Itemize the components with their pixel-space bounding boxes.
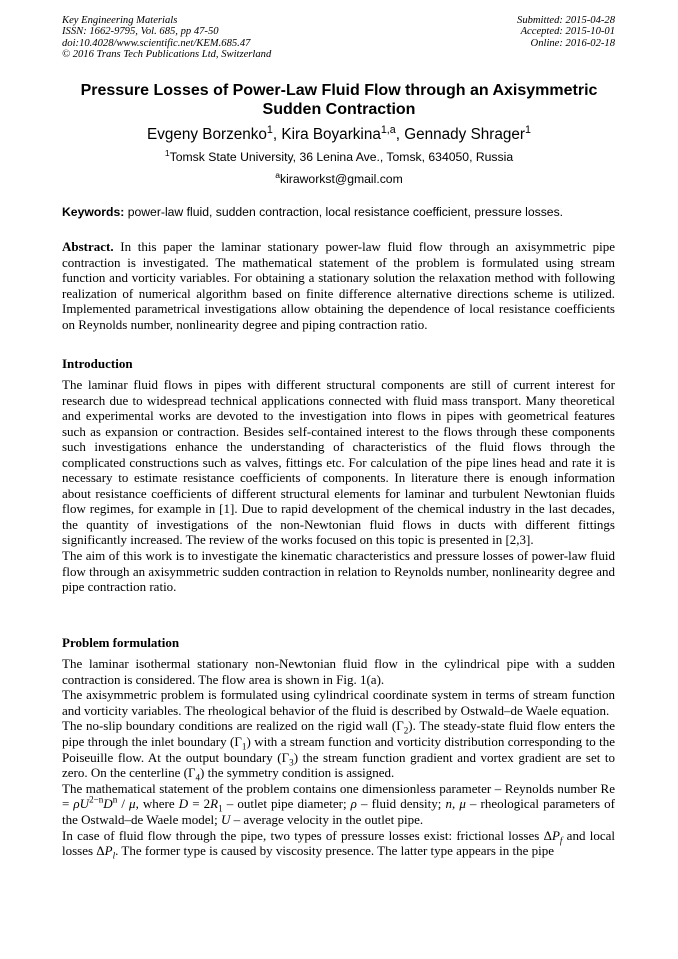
- text-run: The laminar fluid flows in pipes with different structural components are still of current interest for research due to widespread technical applications connected with fluid mass transport. Many theoretical and experimental works are devoted to the investigation into flows in pipes with geometrical features such as expansion or contraction. Besides self-contained interest to the flows through these components such investigations enhance the understanding of characteristics of the fluid flows through the complicated constructions such as valves, fittings etc. For calculation of the pipe lines head and rate it is necessary to estimate resistance coefficients of components. In literature there is enough information about resistance coefficients of different structural elements for laminar and turbulent Newtonian fluids flow regimes, for example in [1]. Due to rapid development of the chemical industry in the last decades, the quantity of investigations of the non-Newtonian fluid flows in ducts with different fittings significantly increased. The review of the works focused on this topic is presented in [2,3].: [62, 377, 615, 548]
- problem-paragraph: [62, 828, 615, 859]
- section-heading-problem-formulation: Problem formulation: [62, 635, 180, 650]
- math-symbol: ρU: [73, 796, 90, 812]
- keywords-label: Keywords:: [62, 205, 125, 219]
- math-symbol: U: [221, 811, 231, 827]
- math-symbol: 4: [195, 772, 201, 783]
- text-run: – fluid density;: [356, 796, 446, 812]
- problem-paragraph: [62, 718, 615, 783]
- math-symbol: D: [178, 796, 189, 812]
- text-run: ) with a stream function and vorticity distribution corresponding to the Poiseuille flow. At the output boundary (Γ: [62, 733, 615, 765]
- text-run: – average velocity in the outlet pipe.: [230, 811, 424, 827]
- math-symbol: n: [112, 795, 118, 806]
- text-run: . The former type is caused by viscosity presence. The latter type appears in the pipe: [115, 843, 555, 859]
- math-symbol: f: [559, 835, 563, 846]
- math-symbol: 1: [241, 741, 247, 752]
- section-heading-introduction: Introduction: [62, 356, 133, 371]
- author-email: $^a$kiraworkst@gmail.com: [275, 169, 403, 186]
- text-run: ,: [451, 796, 460, 812]
- author: Gennady Shrager$^1$: [404, 123, 531, 143]
- author: Kira Boyarkina$^{1,a}$,: [281, 123, 405, 143]
- math-symbol: 2: [403, 725, 409, 736]
- text-run: The no-slip boundary conditions are realized on the rigid wall (Γ: [62, 718, 404, 734]
- abstract-label: Abstract.: [62, 239, 114, 254]
- text-run: , where: [135, 796, 179, 812]
- math-symbol: D: [103, 796, 113, 812]
- text-run: ). The steady-state fluid flow enters the pipe through the inlet boundary (Γ: [62, 718, 615, 749]
- text-run: The mathematical statement of the problem contains one dimensionless parameter – Reynolds number Re =: [62, 780, 615, 812]
- doi: doi:10.4028/www.scientific.net/KEM.685.47: [62, 37, 251, 49]
- math-symbol: R: [210, 796, 219, 812]
- introduction-paragraph: [62, 548, 615, 595]
- journal-name: Key Engineering Materials: [62, 15, 178, 26]
- problem-paragraph: [62, 656, 615, 687]
- introduction-body: [62, 377, 615, 595]
- problem-body: [62, 656, 615, 859]
- problem-paragraph: [62, 687, 615, 718]
- math-symbol: 1: [218, 803, 223, 814]
- text-run: The aim of this work is to investigate the kinematic characteristics and pressure losses of power-law fluid flow through an axisymmetric sudden contraction in relation to Reynolds number, nonlinearity degree and pipe contraction ratio.: [62, 548, 615, 595]
- problem-paragraph: [62, 781, 615, 828]
- abstract: [62, 239, 615, 332]
- math-symbol: ρ: [350, 796, 357, 812]
- math-symbol: l: [112, 850, 116, 861]
- copyright: © 2016 Trans Tech Publications Ltd, Switzerland: [62, 49, 272, 61]
- dates-info: [517, 15, 615, 49]
- author: Evgeny Borzenko$^1$,: [147, 123, 282, 143]
- text-run: The laminar isothermal stationary non-Newtonian fluid flow in the cylindrical pipe with a sudden contraction is considered. The flow area is shown in Fig. 1(a).: [62, 656, 615, 687]
- paper-title: Pressure Losses of Power-Law Fluid Flow through an Axisymmetric Sudden Contraction: [80, 82, 598, 118]
- math-symbol: μ: [129, 796, 136, 812]
- text-run: and local losses Δ: [62, 827, 615, 859]
- math-symbol: 3: [289, 757, 294, 768]
- text-run: – rheological parameters of the Ostwald–de Waele model;: [62, 796, 616, 827]
- math-symbol: P: [104, 843, 113, 859]
- affiliation: $^1$Tomsk State University, 36 Lenina Ave., Tomsk, 634050, Russia: [164, 147, 514, 164]
- text-run: ) the symmetry condition is assigned.: [200, 765, 395, 781]
- math-symbol: 2−n: [89, 795, 104, 806]
- journal-info: [62, 15, 271, 61]
- accepted-date: Accepted: 2015-10-01: [520, 26, 615, 38]
- text-run: = 2: [188, 796, 211, 812]
- online-date: Online: 2016-02-18: [530, 37, 615, 49]
- text-run: – outlet pipe diameter;: [222, 796, 351, 812]
- text-run: ) the stream function gradient and vortex gradient are set to zero. On the centerline (Γ: [62, 749, 615, 781]
- issn-volume: ISSN: 1662-9795, Vol. 685, pp 47-50: [62, 26, 219, 38]
- submitted-date: Submitted: 2015-04-28: [517, 15, 615, 26]
- keywords: Keywords: power-law fluid, sudden contraction, local resistance coefficient, pressure losses.: [62, 205, 564, 219]
- text-run: In case of fluid flow through the pipe, two types of pressure losses exist: frictional losses Δ: [62, 827, 552, 843]
- math-symbol: μ: [459, 796, 466, 812]
- text-run: The axisymmetric problem is formulated using cylindrical coordinate system in terms of stream function and vorticity variables. The rheological behavior of the fluid is described by Ostwald–de Waele equation.: [62, 687, 615, 718]
- introduction-paragraph: [62, 377, 615, 548]
- abstract-text: In this paper the laminar stationary power-law fluid flow through an axisymmetric pipe contraction is investigated. The mathematical statement of the problem is formulated using stream function and vorticity variables. For obtaining a stationary solution the relaxation method with following realization of numerical algorithm based on finite difference alternative directions scheme is utilized. Implemented parametrical investigations allow obtaining the dependence of local resistance coefficients on Reynolds number, nonlinearity degree and piping contraction ratio.: [62, 239, 615, 332]
- text-run: /: [117, 796, 130, 812]
- math-symbol: n: [445, 796, 452, 812]
- math-symbol: P: [551, 827, 560, 843]
- authors: [62, 123, 616, 144]
